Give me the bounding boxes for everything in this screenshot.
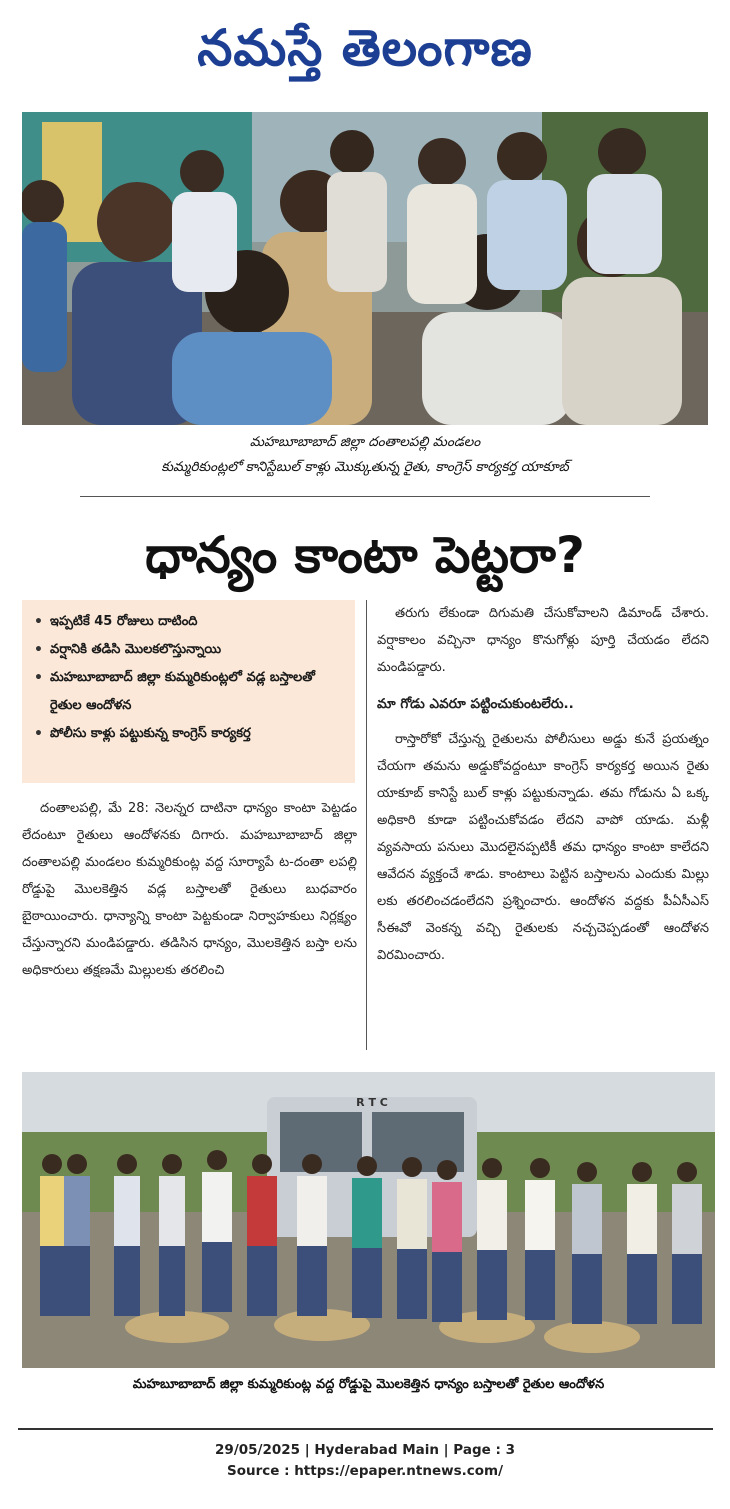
highlight-text: వర్షానికి తడిసి మొలకలొస్తున్నాయి xyxy=(50,642,222,657)
bottom-photo-caption: మహబూబాబాద్ జిల్లా కుమ్మరికుంట్ల వద్ద రోడ్డుపై మొలకెత్తిన ధాన్యం బస్తాలతో రైతుల ఆందోళన xyxy=(132,1377,605,1392)
farmers-protest-scene xyxy=(22,1072,715,1368)
highlight-text: పోలీసు కాళ్లు పట్టుకున్న కాంగ్రెస్ కార్యకర్త xyxy=(50,726,251,741)
highlights-box xyxy=(22,600,355,783)
footer-divider xyxy=(18,1428,713,1430)
highlight-item xyxy=(34,608,347,636)
bullet-icon: • xyxy=(34,670,43,686)
caption-line-2: కుమ్మరికుంట్లలో కానిస్టేబుల్ కాళ్లు మొక్కుతున్న రైతు, కాంగ్రెస్ కార్యకర్త యాకూబ్ xyxy=(161,459,569,475)
highlight-item xyxy=(34,636,347,664)
top-photo-caption xyxy=(60,430,670,480)
farmers-police-scene xyxy=(22,112,708,425)
newspaper-logo: నమస్తే తెలంగాణ xyxy=(197,18,533,77)
article-subheading: మా గోడు ఎవరూ పట్టించుకుంటలేరు.. xyxy=(377,696,574,712)
article-paragraph: రాస్తారోకో చేస్తున్న రైతులను పోలీసులు అడ్డు కునే ప్రయత్నం చేయగా తమను అడ్డుకోవద్దంటూ కాంగ్రెస్ కార్యకర్త అయిన రైతు యాకూబ్ కానిస్టే బుల్ కాళ్లు పట్టుకున్నాడు. తమ గోడును ఏ ఒక్క అధికారి కూడా పట్టించుకోవడం లేదని వాపో యాడు. మళ్లీ వ్యవసాయ పనులు మొదలైనప్పటికీ తమ ధాన్యం కాంటా కాలేదని ఆవేదన వ్యక్తంచే శాడు. కాంటాలు పెట్టిన బస్తాలను ఎందుకు మిల్లు లకు తరలించడంలేదని ప్రశ్నించారు. ఆందోళన వద్దకు పీఏసీఎస్ సీఈవో వెంకన్న వచ్చి రైతులకు నచ్చచెప్పడంతో ఆందోళన విరమించారు. xyxy=(377,732,709,963)
article-column-left xyxy=(22,795,357,984)
top-news-photo xyxy=(22,112,708,425)
highlight-text: మహబూబాబాద్ జిల్లా కుమ్మరికుంట్లలో వడ్ల బస్తాలతో రైతుల ఆందోళన xyxy=(50,670,315,713)
masthead xyxy=(0,0,730,95)
source-link[interactable]: Source : https://epaper.ntnews.com/ xyxy=(226,1463,504,1479)
bullet-icon: • xyxy=(34,642,43,658)
edition-info: 29/05/2025 | Hyderabad Main | Page : 3 xyxy=(215,1442,515,1458)
divider xyxy=(80,496,650,497)
article-paragraph: తరుగు లేకుండా దిగుమతి చేసుకోవాలని డిమాండ్ చేశారు. వర్షాకాలం వచ్చినా ధాన్యం కొనుగోళ్లు పూర్తి చేయడం లేదని మండిపడ్డారు. xyxy=(377,606,709,675)
highlight-text: ఇప్పటికే 45 రోజులు దాటింది xyxy=(50,614,198,629)
article-paragraph: దంతాలపల్లి, మే 28: నెలన్నర దాటినా ధాన్యం కాంటా పెట్టడం లేదంటూ రైతులు ఆందోళనకు దిగారు. మహబూబాబాద్ జిల్లా దంతాలపల్లి మండలం కుమ్మరికుంట్ల వద్ద సూర్యాపే ట-దంతా లపల్లి రోడ్డుపై మొలకెత్తిన వడ్ల బస్తాలతో రైతులు బుధవారం బైఠాయించారు. ధాన్యాన్ని కాంటా పెట్టకుండా నిర్వాహకులు నిర్లక్ష్యం చేస్తున్నారని మండిపడ్డారు. తడిసిన ధాన్యం, మొలకెత్తిన బస్తా లను అధికారులు తక్షణమే మిల్లులకు తరలించి xyxy=(22,801,357,978)
bus-label: R T C xyxy=(356,1096,388,1109)
column-divider xyxy=(366,600,367,1050)
article-headline: ధాన్యం కాంటా పెట్టరా? xyxy=(145,526,585,584)
highlight-item xyxy=(34,664,347,720)
highlight-item xyxy=(34,720,347,748)
caption-line-1: మహబూబాబాద్ జిల్లా దంతాలపల్లి మండలం xyxy=(249,434,481,450)
bullet-icon: • xyxy=(34,726,43,742)
bottom-news-photo xyxy=(22,1072,715,1368)
article-column-right xyxy=(377,600,709,969)
bullet-icon: • xyxy=(34,614,43,630)
page-footer xyxy=(0,1440,730,1482)
